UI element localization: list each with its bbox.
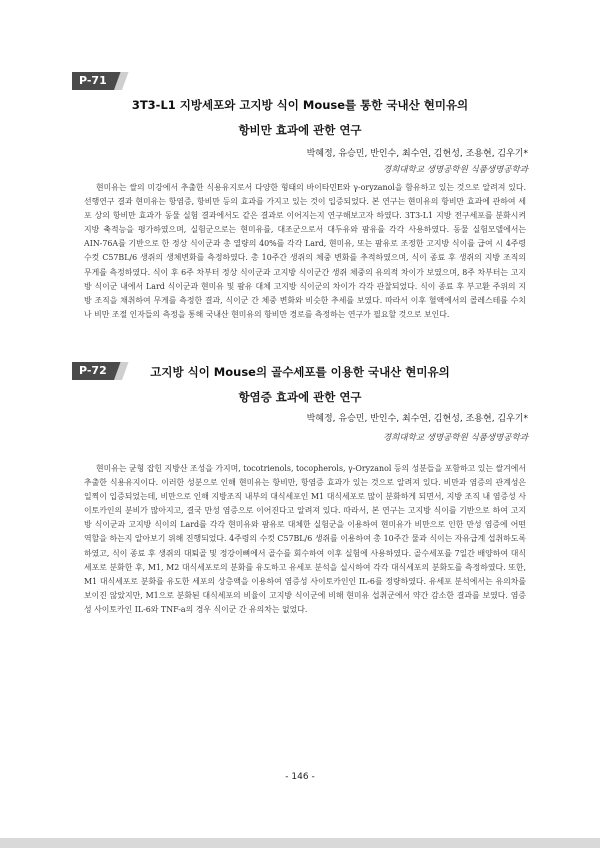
entry-authors: 박혜정, 유승민, 반인수, 최수연, 김현성, 조용현, 김우기* xyxy=(306,149,528,159)
entry-code: P-72 xyxy=(79,364,107,377)
badge-slash-decoration xyxy=(114,72,129,90)
entry-title-line2: 항비만 효과에 관한 연구 xyxy=(238,123,362,137)
entry-authors: 박혜정, 유승민, 반인수, 최수연, 김현성, 조용현, 김우기* xyxy=(306,414,528,424)
entry-affiliation: 경희대학교 생명공학원 식품생명공학과 xyxy=(383,165,528,175)
entry-code: P-71 xyxy=(79,74,107,87)
entry-affiliation: 경희대학교 생명공학원 식품생명공학과 xyxy=(383,433,528,443)
entry-abstract: 현미유는 균형 잡힌 지방산 조성을 가지며, tocotrienols, tocopherols, γ-Oryzanol 등의 성분들을 포함하고 있는 쌀겨에서 추출한 식용유지이다. 이러한 성분으로 인해 현미유는 항비만, 항염증 효과가 있는 것으로 알려져 있다. 비만과 염증의 관계성은 일찍이 입증되었는데, 비만으로 인해 지방조직 내부의 대식세포인 M1 대식세포로 많이 분화하게 되면서, 지방 조직 내 염증성 사이토카인의 분비가 많아지고, 결국 만성 염증으로 이어진다고 알려져 있다. 따라서, 본 연구는 고지방 식이를 기반으로 하여 고지방 식이군과 고지방 식이의 Lard를 각각 현미유와 팜유로 대체한 실험군을 이용하여 현미유가 비만으로 인한 만성 염증에 어떤 역할을 하는지 알아보기 위해 진행되었다. 4주령의 수컷 C57BL/6 생쥐를 이용하여 총 10주간 물과 식이는 자유급계 섭취하도록 하였고, 식이 종료 후 생쥐의 대퇴골 및 정강이뼈에서 골수를 회수하여 이후 실험에 사용하였다. 골수세포를 7일간 배양하여 대식세포로 분화한 후, M1, M2 대식세포로의 분화를 유도하고 유세포 분석을 실시하여 각각 대식세포의 분화도를 측정하였다. 또한, M1 대식세포로 분화를 유도한 세포의 상층액을 이용하여 염증성 사이토카인인 IL-6를 정량하였다. 유세포 분석에서는 유의차를 보이진 않았지만, M1으로 분화된 대식세포의 비율이 고지방 식이군에 비해 현미유 섭취군에서 약간 감소한 결과를 보였다. 염증성 사이토카인 IL-6와 TNF-a의 경우 식이군 간 유의차는 없었다. xyxy=(84,464,526,614)
entry-title-line2: 항염증 효과에 관한 연구 xyxy=(238,390,362,404)
entry-title-line1: 3T3-L1 지방세포와 고지방 식이 Mouse를 통한 국내산 현미유의 xyxy=(131,98,469,112)
footer-bar xyxy=(0,838,600,848)
page-number-label: - 146 - xyxy=(279,772,320,782)
entry-code-badge xyxy=(72,72,122,90)
entry-title xyxy=(72,93,528,143)
page-number xyxy=(0,772,600,782)
entry-abstract: 현미유는 쌀의 미강에서 추출한 식용유지로서 다양한 형태의 바이타민E와 γ-oryzanol을 함유하고 있는 것으로 알려져 있다. 선행연구 결과 현미유는 항염증, 항비만 등의 효과를 가지고 있는 것이 입증되었다. 본 연구는 현미유의 항비만 효과에 관하여 세포 상의 항비만 효과가 동물 실험 결과에서도 같은 결과로 이어지는지 연구해보고자 하였다. 3T3-L1 지방 전구세포를 분화시켜 지방 축적능을 평가하였으며, 실험군으로는 현미유를, 대조군으로서 대두유와 팜유를 각각 사용하였다. 동물 실험모델에서는 AIN-76A를 기반으로 한 정상 식이군과 총 열량의 40%를 각각 Lard, 현미유, 또는 팜유로 조정한 고지방 식이를 급여 시 4주령 수컷 C57BL/6 생쥐의 생체변화를 측정하였다. 총 10주간 생쥐의 체중 변화를 추적하였으며, 식이 종료 후 생쥐의 지방 조직의 무게를 측정하였다. 식이 후 6주 차부터 정상 식이군과 고지방 식이군간 생쥐 체중의 유의적 차이가 보였으며, 8주 차부터는 고지방 식이군 내에서 Lard 식이군과 현미유 및 팜유 대체 고지방 식이군의 차이가 각각 관찰되었다. 식이 종료 후 부고환 주위의 지방 조직을 채취하여 무게를 측정한 결과, 식이군 간 체중 변화와 비슷한 추세를 보였다. 따라서 이후 혈액에서의 콜레스테롤 수치나 비만 조절 인자들의 측정을 통해 국내산 현미유의 항비만 경로를 측정하는 연구가 필요할 것으로 보인다. xyxy=(84,183,526,319)
entry-title xyxy=(72,360,528,410)
entry-title-line1: 고지방 식이 Mouse의 골수세포를 이용한 국내산 현미유의 xyxy=(150,365,450,379)
